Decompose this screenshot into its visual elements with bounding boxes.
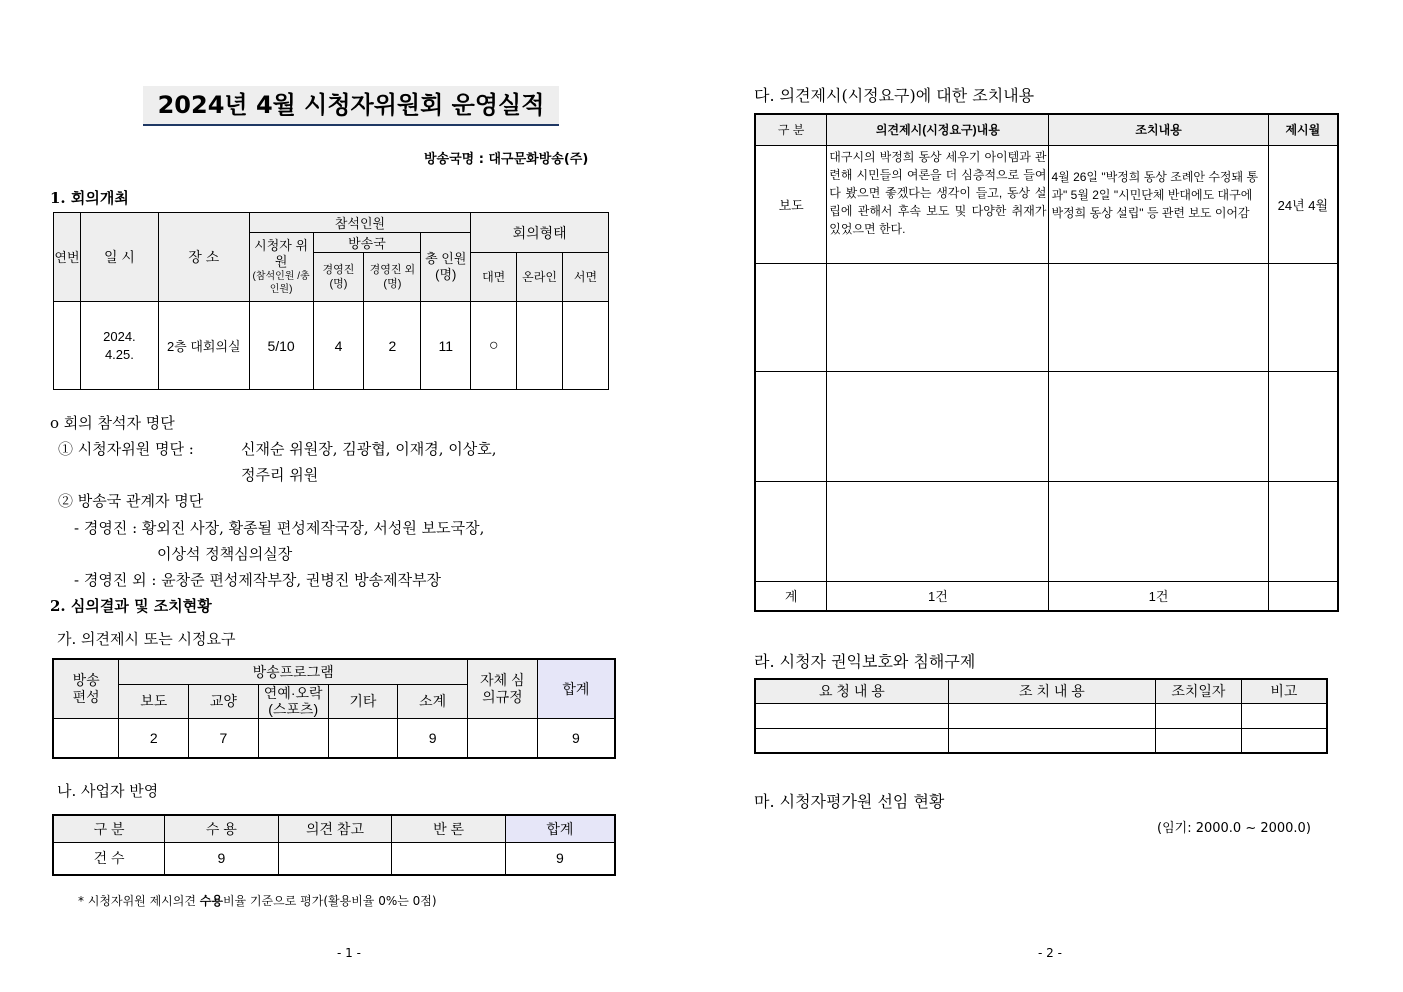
ra-row1-action — [948, 703, 1155, 728]
attendees-viewer-label: ① 시청자위원 명단 : — [58, 440, 194, 458]
ra-row1-note — [1241, 703, 1327, 728]
ga-subtotal: 9 — [398, 718, 468, 758]
header-written: 서면 — [563, 253, 609, 302]
header-program: 방송프로그램 — [119, 659, 468, 684]
header-etc: 기타 — [328, 684, 398, 718]
attendees-viewer-line2: 정주리 위원 — [241, 466, 319, 484]
da-total-month — [1268, 581, 1338, 611]
da-row1-action: 4월 26일 "박정희 동상 조례안 수정돼 통과" 5월 2일 "시민단체 반대에도 대구에 박정희 동상 설립" 등 관련 보도 이어감 — [1049, 145, 1268, 263]
header-total: 총 인원 (명) — [421, 233, 471, 302]
header-news: 보도 — [119, 684, 189, 718]
section-2-heading: 2. 심의결과 및 조치현황 — [50, 597, 212, 615]
da-row4-content — [827, 481, 1049, 581]
header-inperson: 대면 — [471, 253, 517, 302]
da-row3-category — [755, 371, 827, 481]
header-attendance: 참석인원 — [249, 213, 471, 233]
header-month: 제시월 — [1268, 114, 1338, 145]
term-text: (임기: 2000.0 ~ 2000.0) — [1157, 821, 1311, 836]
subsection-da-heading: 다. 의견제시(시정요구)에 대한 조치내용 — [754, 86, 1035, 105]
da-total-label: 계 — [755, 581, 827, 611]
da-row3-content — [827, 371, 1049, 481]
subsection-na-heading: 나. 사업자 반영 — [57, 782, 159, 800]
header-note: 비고 — [1241, 679, 1327, 703]
meeting-place: 2층 대회의실 — [158, 302, 249, 390]
header-no: 연번 — [54, 213, 81, 302]
na-sum: 9 — [505, 842, 615, 875]
header-refute: 반 론 — [392, 815, 506, 842]
attendees-exec-line1: - 경영진 : 황외진 사장, 황종될 편성제작국장, 서성원 보도국장, — [74, 519, 485, 537]
subsection-ra-heading: 라. 시청자 권익보호와 침해구제 — [754, 652, 976, 671]
rights-table — [754, 678, 1328, 754]
ga-entertainment — [258, 718, 328, 758]
ga-news: 2 — [119, 718, 189, 758]
footnote — [78, 892, 437, 909]
da-row3-action — [1049, 371, 1268, 481]
ga-etc — [328, 718, 398, 758]
ra-row2-request — [755, 728, 948, 753]
meeting-inperson: ○ — [471, 302, 517, 390]
na-reference — [278, 842, 392, 875]
da-row2-action — [1049, 263, 1268, 371]
ga-org — [53, 718, 119, 758]
subsection-ma-heading: 마. 시청자평가원 선임 현황 — [754, 792, 945, 811]
ga-self-review — [467, 718, 537, 758]
opinion-table — [52, 658, 616, 759]
ra-row1-date — [1156, 703, 1242, 728]
action-table — [754, 113, 1339, 612]
footnote-post: 비율 기준으로 평가(활용비율 0%는 0점) — [222, 894, 437, 908]
header-category: 구 분 — [53, 815, 165, 842]
header-online: 온라인 — [517, 253, 563, 302]
header-broadcaster: 방송국 — [313, 233, 421, 253]
header-date: 일 시 — [80, 213, 158, 302]
header-org: 방송 편성 — [53, 659, 119, 718]
meeting-exec: 4 — [313, 302, 364, 390]
header-nonexec: 경영진 외(명) — [364, 253, 421, 302]
ra-row2-action — [948, 728, 1155, 753]
attendees-nonexec: - 경영진 외 : 윤창준 편성제작부장, 권병진 방송제작부장 — [74, 571, 442, 589]
header-request: 요 청 내 용 — [755, 679, 948, 703]
ra-row2-note — [1241, 728, 1327, 753]
ga-sum: 9 — [537, 718, 615, 758]
header-action: 조치내용 — [1049, 114, 1268, 145]
da-row1-month: 24년 4월 — [1268, 145, 1338, 263]
attendees-exec-line2: 이상석 정책심의실장 — [157, 545, 293, 563]
header-category: 구 분 — [755, 114, 827, 145]
meeting-total: 11 — [421, 302, 471, 390]
header-sum: 합계 — [537, 659, 615, 718]
meeting-table — [53, 212, 609, 390]
header-place: 장 소 — [158, 213, 249, 302]
meeting-viewer: 5/10 — [249, 302, 313, 390]
section-1-heading: 1. 회의개최 — [50, 189, 129, 207]
meeting-written — [563, 302, 609, 390]
ga-culture: 7 — [189, 718, 259, 758]
meeting-nonexec: 2 — [364, 302, 421, 390]
header-viewer-label: 시청자 위원 — [254, 238, 309, 269]
header-date: 조치일자 — [1156, 679, 1242, 703]
da-row2-month — [1268, 263, 1338, 371]
attendees-viewer-line1: 신재순 위원장, 김광협, 이재경, 이상호, — [241, 440, 497, 458]
da-total-action: 1건 — [1049, 581, 1268, 611]
attendees-heading: o 회의 참석자 명단 — [50, 414, 175, 432]
reflection-table — [52, 814, 616, 876]
header-viewer — [249, 233, 313, 302]
meeting-online — [517, 302, 563, 390]
header-culture: 교양 — [189, 684, 259, 718]
da-row2-content — [827, 263, 1049, 371]
da-row2-category — [755, 263, 827, 371]
header-viewer-sub: (참석인원 /총인원) — [252, 271, 310, 295]
header-content: 의견제시(시정요구)내용 — [827, 114, 1049, 145]
header-reference: 의견 참고 — [278, 815, 392, 842]
station-name: 방송국명 : 대구문화방송(주) — [424, 152, 589, 167]
na-refute — [392, 842, 506, 875]
header-entertainment: 연예·오락 (스포츠) — [258, 684, 328, 718]
da-row1-category: 보도 — [755, 145, 827, 263]
da-row3-month — [1268, 371, 1338, 481]
header-sum: 합계 — [505, 815, 615, 842]
header-self-review: 자체 심의규정 — [467, 659, 537, 718]
meeting-date: 2024. 4.25. — [80, 302, 158, 390]
da-row4-month — [1268, 481, 1338, 581]
header-action: 조 치 내 용 — [948, 679, 1155, 703]
header-exec: 경영진 (명) — [313, 253, 364, 302]
footnote-bold: 수용 — [199, 894, 223, 908]
meeting-no — [54, 302, 81, 390]
da-total-content: 1건 — [827, 581, 1049, 611]
page-number-1: - 1 - — [337, 946, 361, 960]
ra-row1-request — [755, 703, 948, 728]
da-row1-content: 대구시의 박정희 동상 세우기 아이템과 관련해 시민들의 여론을 더 심층적으로 들여다 봤으면 좋겠다는 생각이 들고, 동상 설립에 관해서 후속 보도 및 다양한 취재가 있었으면 한다. — [827, 145, 1049, 263]
footnote-pre: * 시청자위원 제시의견 — [78, 894, 200, 908]
na-accept: 9 — [165, 842, 279, 875]
header-accept: 수 용 — [165, 815, 279, 842]
header-meeting-form: 회의형태 — [471, 213, 609, 253]
na-row-label: 건 수 — [53, 842, 165, 875]
page-title: 2024년 4월 시청자위원회 운영실적 — [143, 86, 559, 126]
da-row4-action — [1049, 481, 1268, 581]
da-row4-category — [755, 481, 827, 581]
page-number-2: - 2 - — [1038, 946, 1062, 960]
header-subtotal: 소계 — [398, 684, 468, 718]
attendees-broadcaster-label: ② 방송국 관계자 명단 — [58, 492, 204, 510]
subsection-ga-heading: 가. 의견제시 또는 시정요구 — [57, 630, 236, 648]
ra-row2-date — [1156, 728, 1242, 753]
